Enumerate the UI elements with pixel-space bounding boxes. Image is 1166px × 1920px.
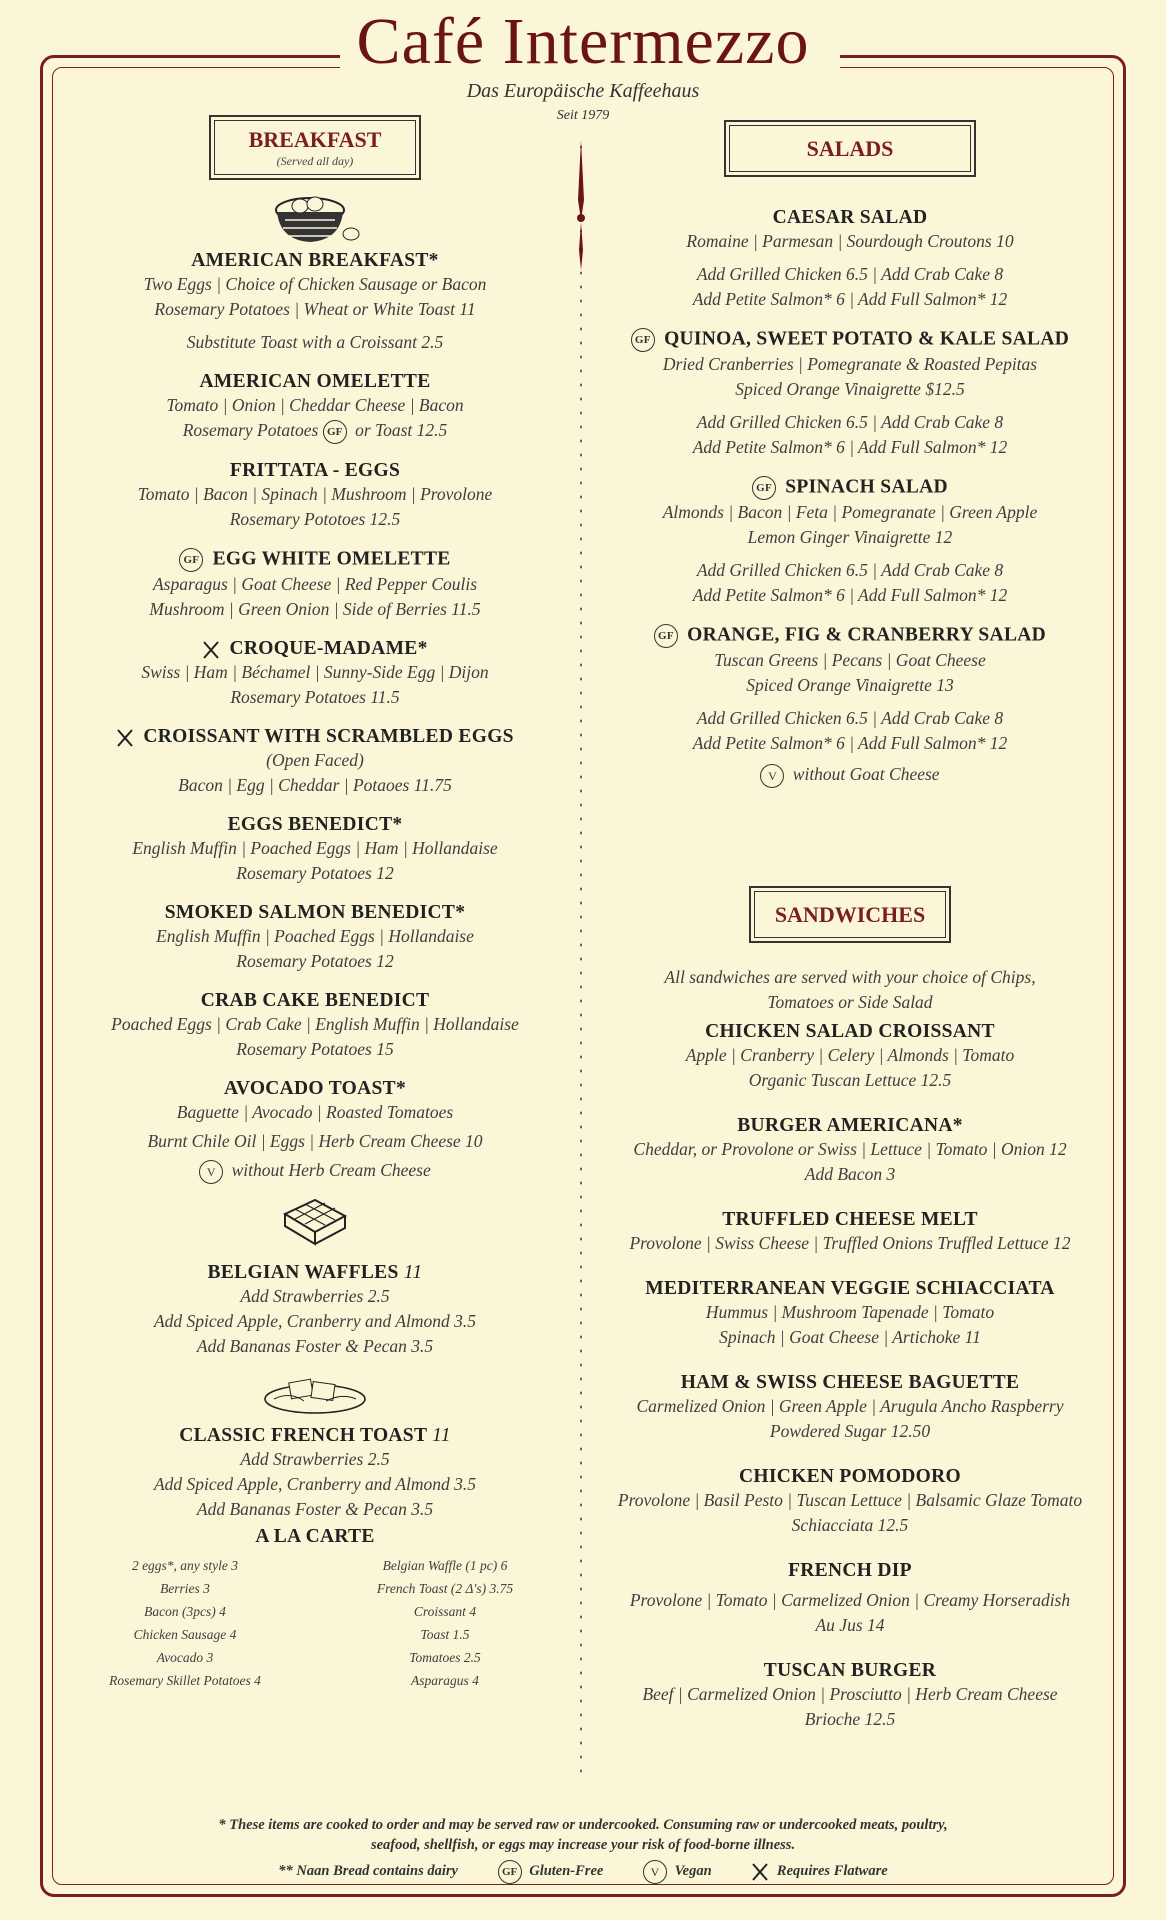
spinach-line1: Almonds | Bacon | Feta | Pomegranate | Green Apple <box>662 502 1038 522</box>
breakfast-heading: BREAKFAST <box>248 127 382 152</box>
gluten-free-badge-icon: GF <box>179 548 203 572</box>
salads-heading: SALADS <box>806 136 894 161</box>
established-text: Seit 1979 <box>556 108 610 123</box>
disclaimer-line2: seafood, shellfish, or eggs may increase your risk of food-borne illness. <box>370 1837 796 1853</box>
gluten-free-badge-icon: GF <box>323 420 347 444</box>
croque-line2: Rosemary Potatoes 11.5 <box>230 686 400 707</box>
legend-flatware <box>751 1863 887 1879</box>
american-breakfast-line1: Two Eggs | Choice of Chicken Sausage or Bacon <box>143 274 487 294</box>
waffles-line3: Add Bananas Foster & Pecan 3.5 <box>196 1335 434 1356</box>
spinach-add1: Add Grilled Chicken 6.5 | Add Crab Cake 8 <box>696 560 1004 580</box>
frittata-line1: Tomato | Bacon | Spinach | Mushroom | Provolone <box>137 483 493 504</box>
alacarte-item: Croissant 4 <box>413 1603 477 1619</box>
croissant-line2: Bacon | Egg | Cheddar | Potaoes 11.75 <box>178 774 452 795</box>
french-toast-item <box>80 1425 550 1447</box>
legend-flatware-label: Requires Flatware <box>776 1863 888 1880</box>
french-dip-name: FRENCH DIP <box>788 1559 912 1581</box>
alacarte-item: 2 eggs*, any style 3 <box>131 1557 239 1573</box>
flatware-icon <box>116 728 134 748</box>
orange-fig-name: ORANGE, FIG & CRANBERRY SALAD <box>687 624 1047 646</box>
sandwiches-heading: SANDWICHES <box>774 901 926 927</box>
croissant-line1: (Open Faced) <box>266 749 364 770</box>
naan-note: ** Naan Bread contains dairy <box>278 1863 458 1880</box>
alacarte-item: Toast 1.5 <box>420 1626 470 1642</box>
orange-line3: without Goat Cheese <box>792 764 940 784</box>
ham-line1: Carmelized Onion | Green Apple | Arugula Ancho Raspberry <box>636 1395 1064 1416</box>
page-subtitle: Das Europäische Kaffeehaus <box>466 80 700 102</box>
orange-add2: Add Petite Salmon* 6 | Add Full Salmon* 12 <box>692 733 1008 753</box>
alacarte-item: Rosemary Skillet Potatoes 4 <box>109 1672 261 1688</box>
burger-line2: Add Bacon 3 <box>804 1163 896 1184</box>
sandwiches-heading-box <box>749 886 951 943</box>
french-toast-price: 11 <box>432 1424 451 1446</box>
alacarte-item: Asparagus 4 <box>411 1672 479 1688</box>
orange-vegan-line <box>600 762 1100 788</box>
american-omelette-line2b: or Toast 12.5 <box>355 420 448 440</box>
american-omelette-name: AMERICAN OMELETTE <box>199 371 431 392</box>
american-breakfast-name: AMERICAN BREAKFAST* <box>191 250 439 271</box>
salmon-benedict-name: SMOKED SALMON BENEDICT* <box>164 901 466 923</box>
crab-benedict-line2: Rosemary Potatoes 15 <box>236 1038 394 1059</box>
pomodoro-line1: Provolone | Basil Pesto | Tuscan Lettuce | Balsamic Glaze Tomato <box>617 1489 1083 1510</box>
frittata-line2: Rosemary Pototoes 12.5 <box>229 508 401 529</box>
legend-gluten-free <box>498 1863 607 1879</box>
veggie-line1: Hummus | Mushroom Tapenade | Tomato <box>705 1301 995 1322</box>
egg-white-omelette-name: EGG WHITE OMELETTE <box>212 548 451 570</box>
truffled-line1: Provolone | Swiss Cheese | Truffled Onions Truffled Lettuce 12 <box>629 1232 1071 1253</box>
belgian-waffles-name: BELGIAN WAFFLES <box>207 1261 399 1283</box>
tuscan-line2: Brioche 12.5 <box>804 1708 896 1729</box>
alacarte-item: Tomatoes 2.5 <box>409 1649 481 1665</box>
waffle-icon <box>275 1194 355 1254</box>
french-dip-line1: Provolone | Tomato | Carmelized Onion | Creamy Horseradish <box>629 1589 1071 1610</box>
frittata-name: FRITTATA - EGGS <box>229 459 401 481</box>
vegan-badge-icon: V <box>643 1860 667 1884</box>
crab-benedict-line1: Poached Eggs | Crab Cake | English Muffin | Hollandaise <box>111 1013 519 1034</box>
french-toast-line2: Add Spiced Apple, Cranberry and Almond 3.5 <box>153 1473 477 1494</box>
caesar-add2: Add Petite Salmon* 6 | Add Full Salmon* 12 <box>692 289 1008 309</box>
crab-benedict-name: CRAB CAKE BENEDICT <box>200 989 430 1011</box>
avocado-line3: without Herb Cream Cheese <box>231 1159 431 1180</box>
egg-white-line2: Mushroom | Green Onion | Side of Berries 11.5 <box>149 598 481 619</box>
american-omelette-line1: Tomato | Onion | Cheddar Cheese | Bacon <box>166 395 464 415</box>
alacarte-item: Berries 3 <box>160 1580 210 1596</box>
croque-madame-item <box>80 638 550 660</box>
avocado-vegan-line <box>80 1158 550 1184</box>
eggs-benedict-name: EGGS BENEDICT* <box>227 813 403 835</box>
croque-line1: Swiss | Ham | Béchamel | Sunny-Side Egg | Dijon <box>141 661 489 682</box>
alacarte-item: Bacon (3pcs) 4 <box>144 1603 226 1619</box>
tuscan-line1: Beef | Carmelized Onion | Prosciutto | Herb Cream Cheese <box>642 1683 1058 1704</box>
avocado-line1: Baguette | Avocado | Roasted Tomatoes <box>176 1101 454 1122</box>
eggs-benedict-line1: English Muffin | Poached Eggs | Ham | Hollandaise <box>132 837 498 858</box>
alacarte-item: Chicken Sausage 4 <box>133 1626 237 1642</box>
croque-madame-name: CROQUE-MADAME* <box>229 637 428 659</box>
french-dip-line2: Au Jus 14 <box>815 1614 885 1635</box>
alacarte-left-column <box>85 1554 285 1692</box>
veggie-name: MEDITERRANEAN VEGGIE SCHIACCIATA <box>645 1277 1055 1299</box>
sandwiches-intro2: Tomatoes or Side Salad <box>767 991 933 1012</box>
truffled-name: TRUFFLED CHEESE MELT <box>722 1208 978 1230</box>
flatware-icon <box>751 1862 769 1882</box>
burger-line1: Cheddar, or Provolone or Swiss | Lettuce | Tomato | Onion 12 <box>633 1138 1067 1159</box>
croissant-eggs-name: CROISSANT WITH SCRAMBLED EGGS <box>143 725 514 747</box>
avocado-toast-name: AVOCADO TOAST* <box>223 1077 407 1099</box>
ham-line2: Powdered Sugar 12.50 <box>769 1420 931 1441</box>
american-breakfast-line2: Rosemary Potatoes | Wheat or White Toast 11 <box>154 299 476 319</box>
alacarte-item: Avocado 3 <box>156 1649 214 1665</box>
avocado-line2: Burnt Chile Oil | Eggs | Herb Cream Cheese 10 <box>147 1130 483 1151</box>
page-title: Café Intermezzo <box>356 5 810 78</box>
american-breakfast-line3: Substitute Toast with a Croissant 2.5 <box>186 332 444 352</box>
american-omelette-line2a: Rosemary Potatoes <box>182 420 319 440</box>
egg-white-omelette-item <box>80 548 550 572</box>
spinach-line2: Lemon Ginger Vinaigrette 12 <box>747 527 953 547</box>
caesar-name: CAESAR SALAD <box>772 207 928 228</box>
chicken-salad-line2: Organic Tuscan Lettuce 12.5 <box>748 1069 952 1090</box>
spinach-add2: Add Petite Salmon* 6 | Add Full Salmon* 12 <box>692 585 1008 605</box>
french-toast-name: CLASSIC FRENCH TOAST <box>179 1424 427 1446</box>
caesar-line1: Romaine | Parmesan | Sourdough Croutons 10 <box>686 231 1014 251</box>
salmon-benedict-line2: Rosemary Potatoes 12 <box>236 950 394 971</box>
burger-name: BURGER AMERICANA* <box>737 1114 963 1136</box>
vegan-badge-icon: V <box>760 764 784 788</box>
quinoa-name: QUINOA, SWEET POTATO & KALE SALAD <box>664 328 1070 350</box>
alacarte-right-column <box>345 1554 545 1692</box>
waffles-line1: Add Strawberries 2.5 <box>240 1285 390 1306</box>
breakfast-column <box>80 115 550 1692</box>
sandwiches-intro1: All sandwiches are served with your choice of Chips, <box>664 966 1036 987</box>
ham-name: HAM & SWISS CHEESE BAGUETTE <box>680 1371 1020 1393</box>
orange-line2: Spiced Orange Vinaigrette 13 <box>746 675 954 695</box>
chicken-salad-line1: Apple | Cranberry | Celery | Almonds | Tomato <box>685 1044 1015 1065</box>
egg-basket-icon <box>265 190 365 246</box>
gluten-free-badge-icon: GF <box>631 328 655 352</box>
gluten-free-badge-icon: GF <box>752 476 776 500</box>
croissant-eggs-item <box>80 726 550 748</box>
legend <box>100 1860 1066 1884</box>
salads-sandwiches-column <box>600 115 1100 1732</box>
pomodoro-name: CHICKEN POMODORO <box>738 1465 961 1487</box>
divider-ornament-icon <box>566 140 596 270</box>
french-toast-icon <box>260 1369 370 1419</box>
veggie-line2: Spinach | Goat Cheese | Artichoke 11 <box>719 1326 981 1347</box>
chicken-salad-name: CHICKEN SALAD CROISSANT <box>705 1020 995 1042</box>
french-toast-line1: Add Strawberries 2.5 <box>240 1448 390 1469</box>
breakfast-heading-box <box>209 115 421 180</box>
disclaimer <box>100 1815 1066 1855</box>
disclaimer-line1: * These items are cooked to order and may be served raw or undercooked. Consuming raw or undercooked meats, poultry, <box>218 1817 948 1833</box>
waffles-line2: Add Spiced Apple, Cranberry and Almond 3.5 <box>153 1310 477 1331</box>
quinoa-add2: Add Petite Salmon* 6 | Add Full Salmon* 12 <box>692 437 1008 457</box>
orange-add1: Add Grilled Chicken 6.5 | Add Crab Cake 8 <box>696 708 1004 728</box>
quinoa-add1: Add Grilled Chicken 6.5 | Add Crab Cake 8 <box>696 412 1004 432</box>
legend-vegan-label: Vegan <box>674 1863 712 1880</box>
salmon-benedict-line1: English Muffin | Poached Eggs | Hollandaise <box>156 925 474 946</box>
spinach-item <box>600 476 1100 500</box>
tuscan-burger-name: TUSCAN BURGER <box>763 1659 937 1681</box>
vegan-badge-icon: V <box>199 1160 223 1184</box>
column-divider <box>580 140 582 1780</box>
quinoa-item <box>600 328 1100 352</box>
orange-fig-item <box>600 624 1100 648</box>
flatware-icon <box>202 640 220 660</box>
legend-gluten-free-label: Gluten-Free <box>529 1863 604 1880</box>
orange-line1: Tuscan Greens | Pecans | Goat Cheese <box>714 650 986 670</box>
gluten-free-badge-icon: GF <box>498 1860 522 1884</box>
alacarte-heading: A LA CARTE <box>255 1525 375 1547</box>
pomodoro-line2: Schiacciata 12.5 <box>791 1514 909 1535</box>
legend-vegan <box>643 1863 715 1879</box>
gluten-free-badge-icon: GF <box>654 624 678 648</box>
quinoa-line2: Spiced Orange Vinaigrette $12.5 <box>735 379 965 399</box>
eggs-benedict-line2: Rosemary Potatoes 12 <box>236 862 394 883</box>
alacarte-item: French Toast (2 Δ's) 3.75 <box>376 1580 514 1596</box>
salads-heading-box <box>724 120 976 177</box>
alacarte-item: Belgian Waffle (1 pc) 6 <box>382 1557 508 1573</box>
french-toast-line3: Add Bananas Foster & Pecan 3.5 <box>196 1498 434 1519</box>
breakfast-subheading: (Served all day) <box>276 154 354 168</box>
quinoa-line1: Dried Cranberries | Pomegranate & Roasted Pepitas <box>662 354 1038 374</box>
spinach-name: SPINACH SALAD <box>785 476 948 498</box>
belgian-waffles-price: 11 <box>403 1261 423 1283</box>
egg-white-line1: Asparagus | Goat Cheese | Red Pepper Coulis <box>152 573 478 594</box>
alacarte-list <box>80 1554 550 1692</box>
belgian-waffles-item <box>80 1262 550 1284</box>
caesar-add1: Add Grilled Chicken 6.5 | Add Crab Cake 8 <box>696 264 1004 284</box>
american-omelette-line2 <box>80 418 550 444</box>
